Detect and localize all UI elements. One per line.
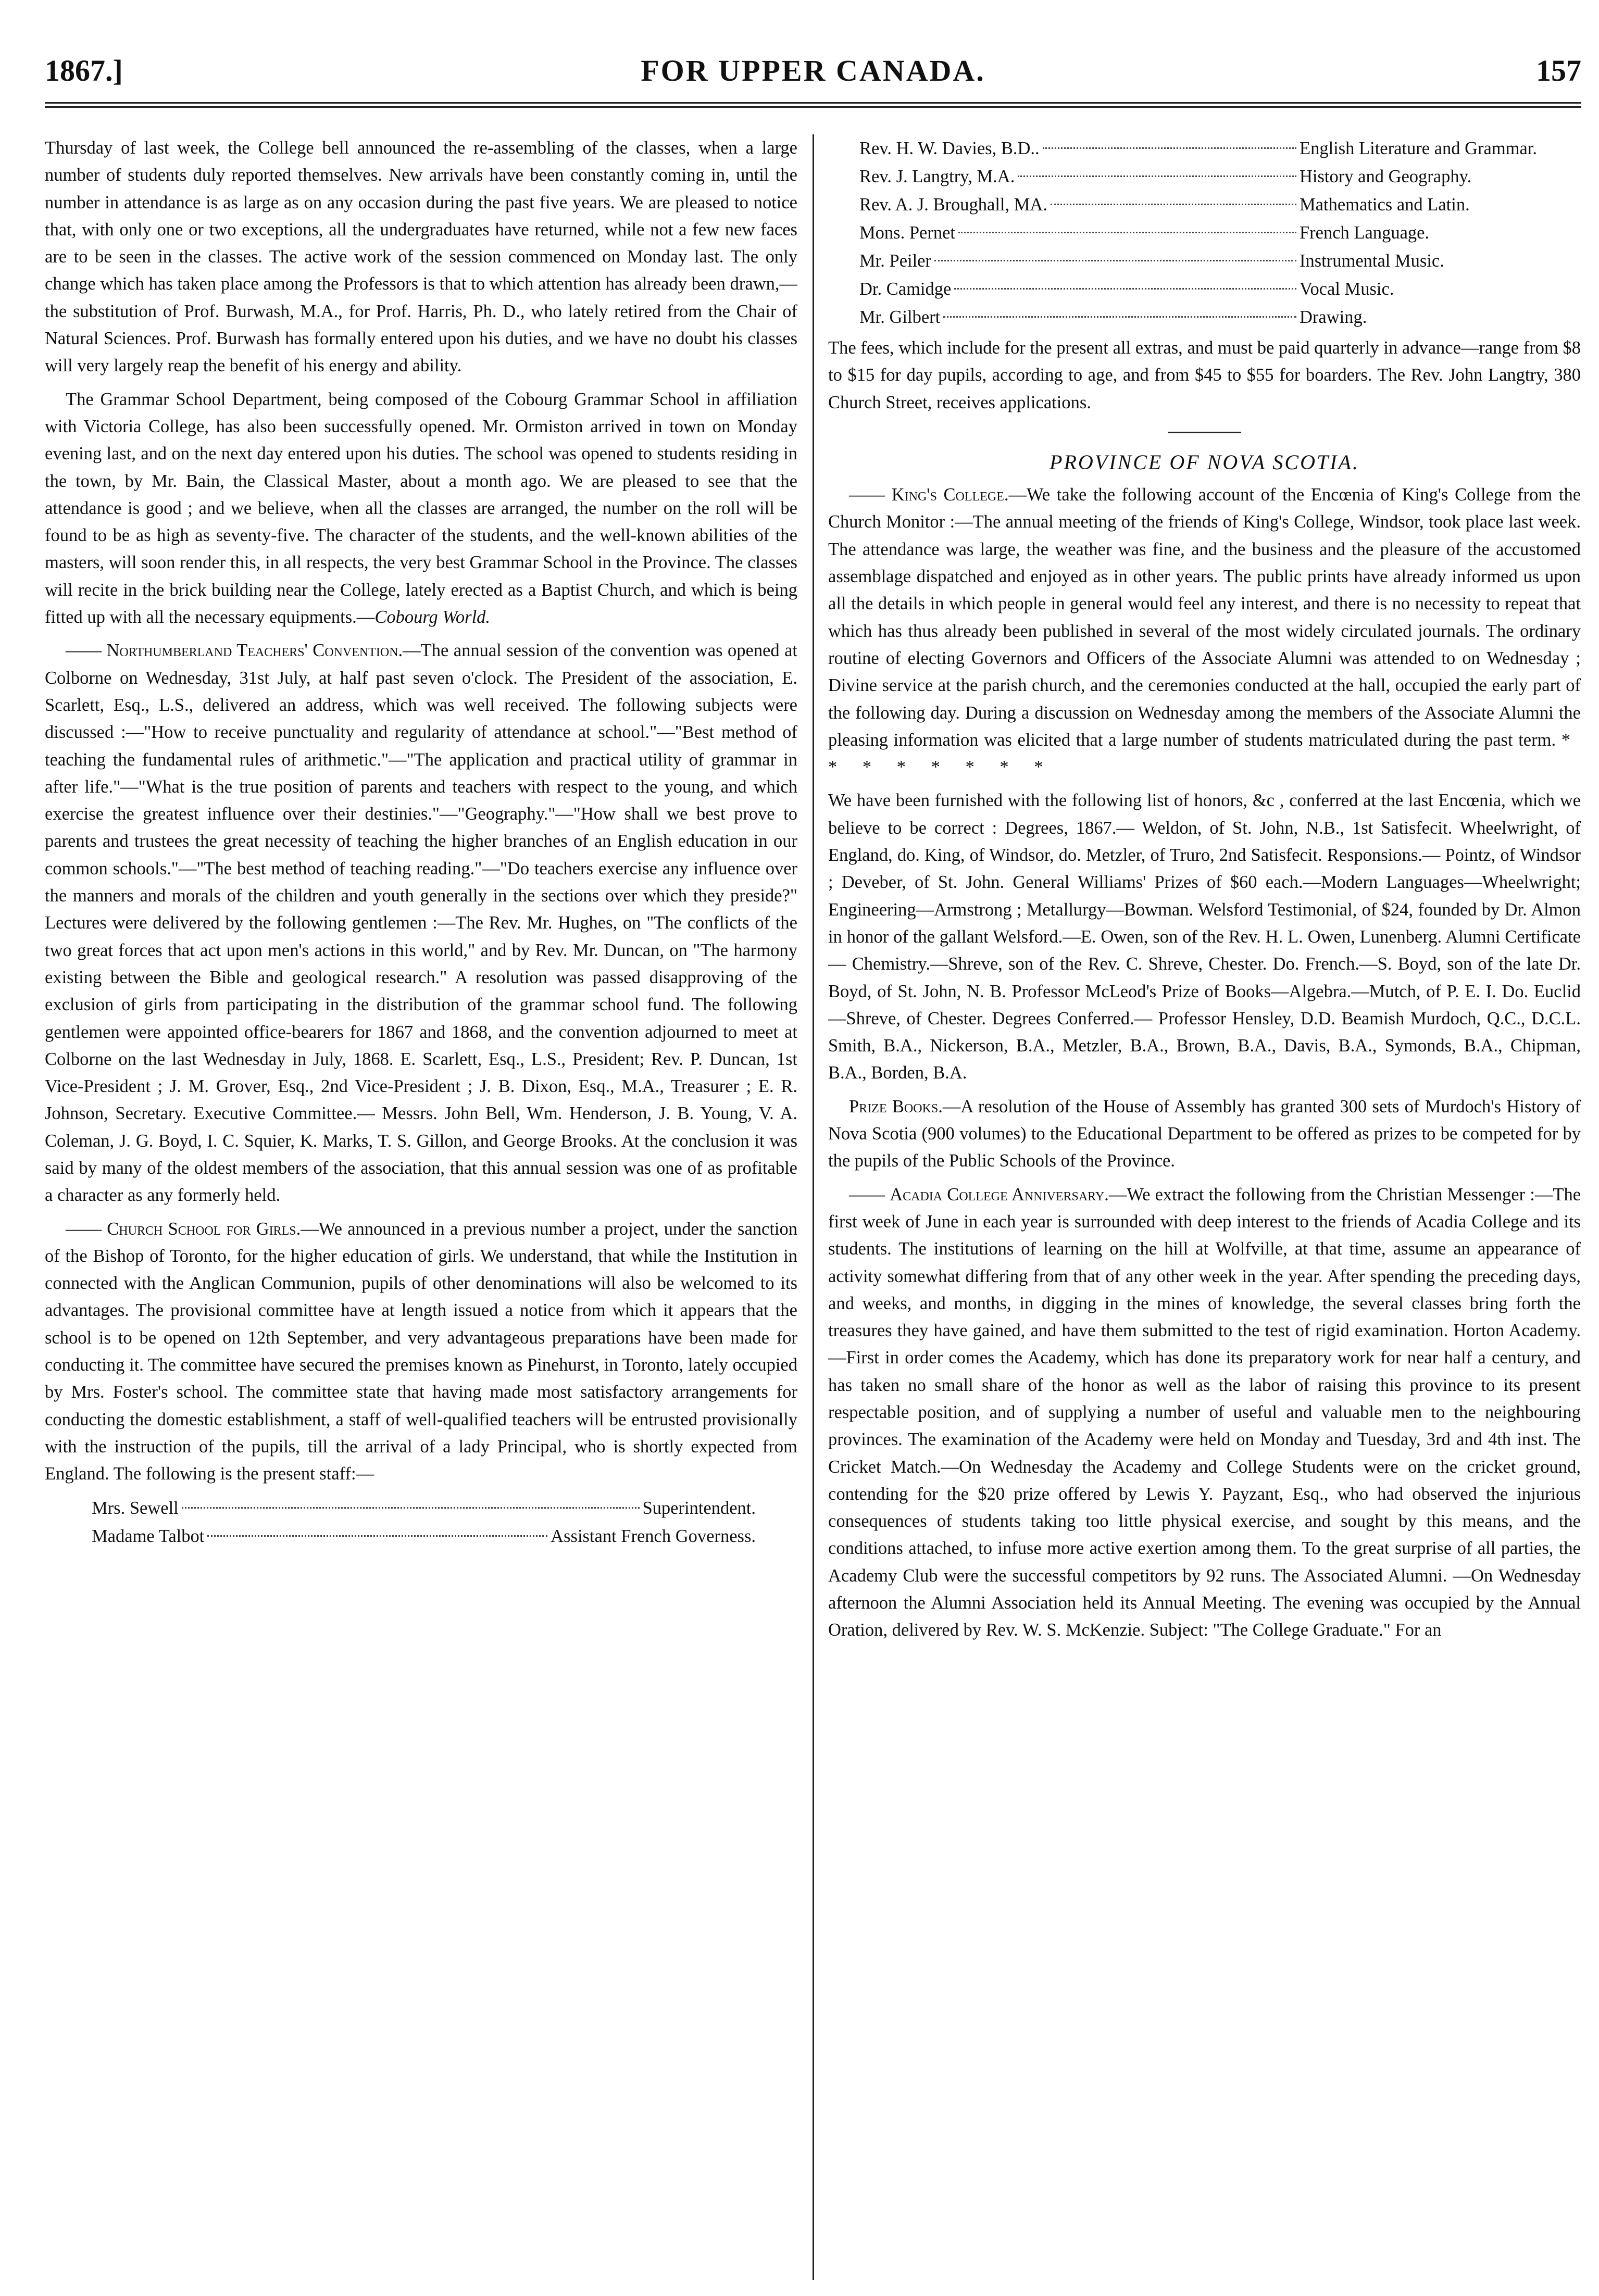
article-cobourg-continued: Thursday of last week, the College bell announced the re-assembling of the classes, when a large number of students duly reported themselves. New arrivals have been constantly coming in, until the number in attendance is as large as on any occasion during the past five years. We are pleased to notice that, with only one or two exceptions, all the undergraduates have returned, while not a few new faces are to be seen in the classes. The active work of the session commenced on Monday last. The only change which has taken place among the Professors is that to which attention has already been drawn,—the substitution of Prof. Burwash, M.A., for Prof. Harris, Ph. D., who lately retired from the Chair of Natural Sciences. Prof. Burwash has formally entered upon his duties, and we have no doubt his classes will very largely reap the benefit of his energy and ability. [45, 138, 797, 376]
staff-name: Madame Talbot [92, 1526, 205, 1546]
staff-entry [859, 275, 1581, 303]
acadia-text: —We extract the following from the Christian Messenger :—The first week of June in each year is surrounded with deep interest to the friends of Acadia College and its students. The institutions of learning on the hill at Wolfville, at that time, assume an appearance of activity somewhat differing from that of any other week in the year. After spending the preceding days, and weeks, and months, in digging in the mines of knowledge, the several classes bring forth the treasures they have gained, and have them submitted to the test of rigid examination. Horton Academy.—First in order comes the Academy, which has done its preparatory work for near half a century, and has taken no small share of the honor as well as the labor of raising this province to its present respectable position, and of supplying a number of useful and valuable men to the neighbouring provinces. The examination of the Academy were held on Monday and Tuesday, 3rd and 4th inst. The Cricket Match.—On Wednesday the Academy and College Students were on the cricket ground, contending for the $20 prize offered by Lewis Y. Payzant, Esq., who had observed the injurious consequences of students taking too little physical exercise, and sought by this means, and the conditions attached, to infuse more active exertion among them. To the great surprise of all parties, the Academy Club were the successful competitors by 92 runs. The Associated Alumni. —On Wednesday afternoon the Alumni Association held its Annual Meeting. The evening was occupied by the Annual Oration, delivered by Rev. W. S. McKenzie. Subject: "The College Graduate." For an [828, 1184, 1581, 1640]
staff-role: Assistant French Governess. [551, 1526, 756, 1546]
northumberland-heading: Northumberland Teachers' Convention. [106, 641, 403, 661]
acadia-heading: Acadia College Anniversary. [890, 1184, 1109, 1205]
article-northumberland-convention [45, 637, 797, 1209]
dot-leader [954, 288, 1296, 290]
header-rule-bottom [45, 106, 1581, 108]
article-kings-college [828, 481, 1581, 781]
staff-entry [859, 191, 1581, 219]
header-year: 1867.] [45, 54, 123, 87]
article-grammar-school [45, 386, 797, 631]
header-page-number: 157 [1536, 54, 1581, 87]
dot-leader [934, 260, 1296, 261]
header-rule-top [45, 102, 1581, 104]
staff-entry [859, 303, 1581, 331]
staff-name: Rev. H. W. Davies, B.D.. [859, 139, 1040, 158]
staff-role: Drawing. [1300, 307, 1367, 327]
article-church-school [45, 1215, 797, 1488]
staff-entry [859, 134, 1581, 162]
grammar-school-source: Cobourg World. [374, 607, 491, 628]
page-header [45, 50, 1581, 92]
dot-leader [182, 1507, 640, 1509]
fees-paragraph: The fees, which include for the present all extras, and must be paid quarterly in advance—range from $8 to $15 for day pupils, according to age, and from $45 to $55 for boarders. The Rev. John Langtry, 380 Church Street, receives applications. [828, 338, 1581, 412]
staff-entry [859, 247, 1581, 275]
staff-role: History and Geography. [1300, 167, 1472, 186]
dot-leader [207, 1535, 547, 1537]
grammar-school-text: The Grammar School Department, being composed of the Cobourg Grammar School in affiliation with Victoria College, has also been successfully opened. Mr. Ormiston arrived in town on Monday evening last, and on the next day entered upon his duties. The school was opened to students residing in the town, by Mr. Bain, the Classical Master, about a month ago. We are pleased to see that the attendance is good ; and we believe, when all the classes are arranged, the number on the roll will be found to be as high as seventy-five. The character of the students, and the well-known abilities of the masters, will soon render this, in all respects, the very best Grammar School in the Province. The classes will recite in the brick building near the College, lately erected as a Baptist Church, and which is being fitted up with all the necessary equipments.— [45, 389, 797, 628]
staff-entry [92, 1494, 797, 1522]
staff-name: Mons. Pernet [859, 223, 955, 243]
staff-role: Vocal Music. [1300, 279, 1394, 299]
staff-list-left [45, 1494, 797, 1550]
dot-leader [1043, 147, 1296, 149]
staff-name: Mr. Gilbert [859, 307, 941, 327]
left-column [45, 134, 797, 2280]
staff-entry [92, 1522, 797, 1550]
dot-leader [1018, 175, 1296, 177]
kings-college-dash: —— [849, 485, 885, 505]
northumberland-dash: —— [66, 641, 102, 661]
ellipsis-stars: * * * * * * * * [828, 730, 1581, 777]
church-school-text: —We announced in a previous number a project, under the sanction of the Bishop of Toronto, for the higher education of girls. We understand, that while the Institution in connected with the Anglican Communion, pupils of other denominations will also be welcomed to its advantages. The provisional committee have at length issued a notice from which it appears that the school is to be opened on 12th September, and very advantageous preparations have been made for conducting it. The committee have secured the premises known as Pinehurst, in Toronto, lately occupied by Mrs. Foster's school. The committee state that having made most satisfactory arrangements for conducting the domestic establishment, a staff of well-qualified teachers will be entrusted provisionally with the instruction of the pupils, till the arrival of a lady Principal, who is shortly expected from England. The following is the present staff:— [45, 1219, 797, 1484]
staff-entry [859, 162, 1581, 191]
staff-entry [859, 219, 1581, 247]
dot-leader [958, 232, 1296, 233]
honors-list: We have been furnished with the following list of honors, &c , conferred at the last Encœnia, which we believe to be correct : Degrees, 1867.— Weldon, of St. John, N.B., 1st Satisfecit. Wheelwright, of England, do. King, of Windsor, do. Metzler, of Truro, 2nd Satisfecit. Responsions.— Pointz, of Windsor ; Deveber, of St. John. General Williams' Prizes of $60 each.—Modern Languages—Wheelwright; Engineering—Armstrong ; Metallurgy—Bowman. Welsford Testimonial, of $24, founded by Dr. Almon in honor of the gallant Welsford.—E. Owen, son of the Rev. H. L. Owen, Lunenberg. Alumni Certificate— Chemistry.—Shreve, son of the Rev. C. Shreve, Chester. Do. French.—S. Boyd, son of the late Dr. Boyd, of St. John, N. B. Professor McLeod's Prize of Books—Algebra.—Mutch, of P. E. I. Do. Euclid—Shreve, of Chester. Degrees Conferred.— Professor Hensley, D.D. Beamish Murdoch, Q.C., D.C.L. Smith, B.A., Nickerson, B.A., Metzler, B.A., Brown, B.A., Davis, B.A., Symonds, B.A., Chipman, B.A., Borden, B.A. [828, 791, 1581, 1083]
acadia-dash: —— [849, 1184, 885, 1205]
kings-college-heading: King's College. [891, 485, 1009, 505]
staff-list-right [828, 134, 1581, 331]
staff-name: Mr. Peiler [859, 251, 931, 271]
dot-leader [1051, 204, 1296, 205]
staff-role: French Language. [1300, 223, 1430, 243]
article-acadia-college [828, 1181, 1581, 1644]
staff-role: Mathematics and Latin. [1300, 195, 1470, 215]
staff-name: Dr. Camidge [859, 279, 952, 299]
staff-name: Rev. J. Langtry, M.A. [859, 167, 1015, 186]
church-school-heading: Church School for Girls. [107, 1219, 301, 1239]
prize-books-heading: Prize Books. [849, 1096, 943, 1116]
staff-role: Superintendent. [642, 1498, 756, 1518]
staff-role: Instrumental Music. [1300, 251, 1444, 271]
staff-name: Mrs. Sewell [92, 1498, 179, 1518]
staff-name: Rev. A. J. Broughall, MA. [859, 195, 1047, 215]
northumberland-text: —The annual session of the convention was opened at Colborne on Wednesday, 31st July, at half past seven o'clock. The President of the association, E. Scarlett, Esq., L.S., delivered an address, which was well received. The following subjects were discussed :—"How to receive punctuality and regularity of attendance at school."—"Best method of teaching the fundamental rules of arithmetic."—"The application and practical utility of grammar in after life."—"What is the true position of parents and teachers with respect to the young, and which exercise the greatest influence over their destinies."—"Geography."—"How shall we best prove to parents and trustees the great necessity of teaching the higher branches of an English education in our common schools."—"The best method of teaching reading."—"Do teachers exercise any influence over the manners and morals of the children and youth generally in the sections over which they preside?" Lectures were delivered by the following gentlemen :—The Rev. Mr. Hughes, on "The conflicts of the two great forces that act upon men's actions in this world," and by Rev. Mr. Duncan, on "The harmony existing between the Bible and geological research." A resolution was passed disapproving of the exclusion of girls from participating in the distribution of the grammar school fund. The following gentlemen were appointed office-bearers for 1867 and 1868, and the convention adjourned to meet at Colborne on the last Wednesday in July, 1868. E. Scarlett, Esq., L.S., President; Rev. P. Duncan, 1st Vice-President ; J. M. Grover, Esq., 2nd Vice-President ; J. B. Dixon, Esq., M.A., Treasurer ; E. R. Johnson, Secretary. Executive Committee.— Messrs. John Bell, Wm. Henderson, J. B. Young, V. A. Coleman, J. G. Boyd, I. C. Squier, K. Marks, T. S. Gillon, and George Brooks. At the conclusion it was said by many of the oldest members of the association, that this annual session was one of as profitable a character as any formerly held. [45, 641, 797, 1206]
section-title-nova-scotia: PROVINCE OF NOVA SCOTIA. [1050, 450, 1359, 474]
header-title: FOR UPPER CANADA. [641, 54, 985, 87]
kings-college-text: —We take the following account of the Encœnia of King's College from the Church Monitor :—The annual meeting of the friends of King's College, Windsor, took place last week. The attendance was large, the weather was fine, and the business and the pleasure of the accustomed assemblage dispatched and enjoyed as in other years. The public prints have already informed us upon all the details in which people in general would feel any interest, and there is no necessity to repeat that which has thus already been published in several of the most widely circulated journals. The ordinary routine of electing Governors and Officers of the Associate Alumni was attended to on Wednesday ; Divine service at the parish church, and the ceremonies conducted at the hall, occupied the early part of the following day. During a discussion on Wednesday among the members of the Associate Alumni the pleasing information was elicited that a large number of students matriculated during the past term. [828, 485, 1581, 750]
staff-role: English Literature and Grammar. [1300, 139, 1538, 158]
right-column [828, 134, 1581, 2280]
dot-leader [943, 316, 1296, 318]
section-separator [1168, 432, 1241, 433]
church-school-dash: —— [66, 1219, 102, 1239]
article-prize-books [828, 1093, 1581, 1175]
prize-books-text: —A resolution of the House of Assembly has granted 300 sets of Murdoch's History of Nova Scotia (900 volumes) to the Educational Department to be offered as prizes to be competed for by the pupils of the Public Schools of the Province. [828, 1096, 1581, 1171]
column-divider [813, 134, 814, 2280]
